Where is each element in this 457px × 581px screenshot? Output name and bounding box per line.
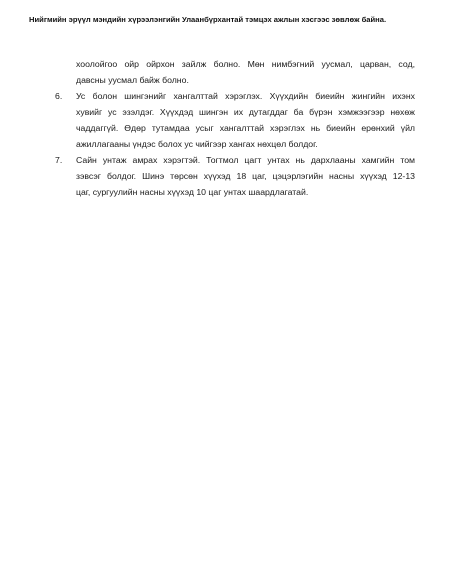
text-line: Ус болон шингэнийг хангалттай хэрэглэх. Хүүхдийн биеийн жингийн ихэнх [76,91,415,101]
text-line: цаг, сургуулийн насны хүүхэд 10 цаг унтах шаардлагатай. [76,187,309,197]
document-header: Нийгмийн эрүүл мэндийн хүрээлэнгийн Улаанбүрхантай тэмцэх ажлын хэсгээс зөвлөж байна. [29,15,387,24]
list-item-6 [55,88,415,152]
list-item-number: 6. [55,91,63,101]
text-line: хувийг ус эзэлдэг. Хүүхдэд шингэн их дутагддаг ба бүрэн хэмжээгээр нөхөж [76,107,415,117]
text-line: давсны уусмал байж болно. [76,75,189,85]
text-line: ажиллагааны үндэс болох ус чийгээр хангах нөхцөл болдог. [76,139,318,149]
text-line: хоолойгоо ойр ойрхон зайлж болно. Мөн нимбэгний уусмал, царван, сод, [76,59,415,69]
text-line: зэвсэг болдог. Шинэ төрсөн хүүхэд 18 цаг, цэцэрлэгийн насны хүүхэд 12-13 [76,171,415,181]
list-item-number: 7. [55,155,63,165]
continuation-paragraph [55,56,415,88]
list-item-7 [55,152,415,200]
text-line: Сайн унтаж амрах хэрэгтэй. Тогтмол цагт унтах нь дархлааны хамгийн том [76,155,415,165]
document-body [55,56,415,200]
text-line: чаддаггүй. Өдөр тутамдаа усыг хангалттай хэрэглэх нь биеийн ерөнхий үйл [76,123,415,133]
